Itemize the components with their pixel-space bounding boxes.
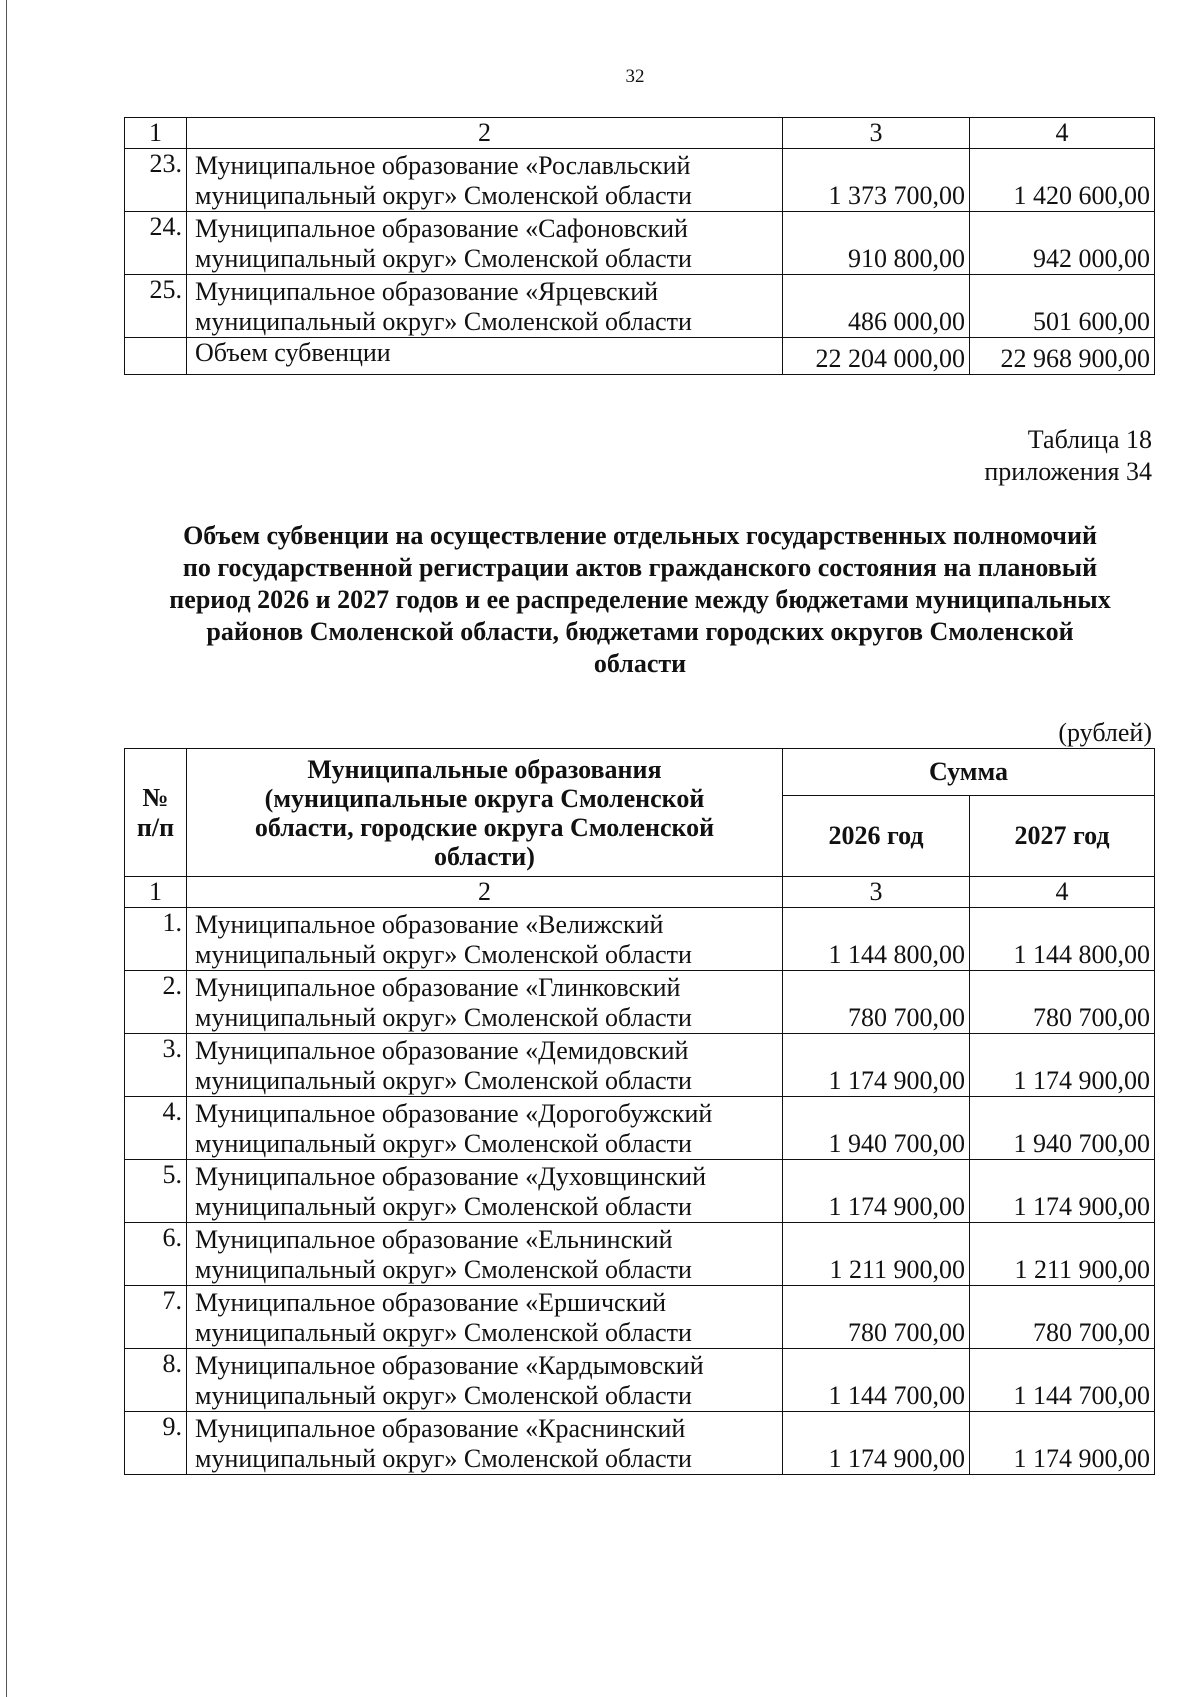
amount-2026: 1 373 700,00 <box>783 149 970 212</box>
table-row <box>125 1412 1155 1475</box>
header-year-2027: 2027 год <box>970 796 1155 877</box>
amount-2026: 910 800,00 <box>783 212 970 275</box>
col-number: 2 <box>187 877 783 908</box>
row-number: 25. <box>125 275 187 338</box>
header-year-2026: 2026 год <box>783 796 970 877</box>
table-row <box>125 1223 1155 1286</box>
amount-2027: 1 940 700,00 <box>970 1097 1155 1160</box>
total-row <box>125 338 1155 375</box>
row-number: 9. <box>125 1412 187 1475</box>
municipality-name: Муниципальное образование «Духовщинский муниципальный округ» Смоленской области <box>187 1160 783 1223</box>
col-number: 1 <box>125 877 187 908</box>
table-caption-number: Таблица 18 <box>1027 425 1152 454</box>
scan-edge-line <box>6 0 7 1697</box>
row-number: 23. <box>125 149 187 212</box>
distribution-table <box>124 748 1155 1475</box>
table-row <box>125 971 1155 1034</box>
total-label: Объем субвенции <box>187 338 783 375</box>
amount-2026: 1 174 900,00 <box>783 1034 970 1097</box>
amount-2026: 1 174 900,00 <box>783 1412 970 1475</box>
table-row <box>125 1097 1155 1160</box>
row-number: 7. <box>125 1286 187 1349</box>
amount-2027: 1 174 900,00 <box>970 1034 1155 1097</box>
amount-2027: 780 700,00 <box>970 971 1155 1034</box>
column-number-row <box>125 877 1155 908</box>
municipality-name: Муниципальное образование «Демидовский муниципальный округ» Смоленской области <box>187 1034 783 1097</box>
col-number: 2 <box>187 118 783 149</box>
municipality-name: Муниципальное образование «Глинковский муниципальный округ» Смоленской области <box>187 971 783 1034</box>
municipality-name: Муниципальное образование «Ершичский муниципальный округ» Смоленской области <box>187 1286 783 1349</box>
empty-cell <box>125 338 187 375</box>
amount-2027: 1 144 700,00 <box>970 1349 1155 1412</box>
table-row <box>125 275 1155 338</box>
table-caption-appendix: приложения 34 <box>984 457 1152 486</box>
municipality-name: Муниципальное образование «Ельнинский муниципальный округ» Смоленской области <box>187 1223 783 1286</box>
table-row <box>125 1034 1155 1097</box>
amount-2027: 1 211 900,00 <box>970 1223 1155 1286</box>
page-number: 32 <box>625 66 645 87</box>
table-row <box>125 1286 1155 1349</box>
table-row <box>125 212 1155 275</box>
header-row <box>125 749 1155 796</box>
municipality-name: Муниципальное образование «Ярцевский муниципальный округ» Смоленской области <box>187 275 783 338</box>
table-row <box>125 149 1155 212</box>
municipality-name: Муниципальное образование «Рославльский муниципальный округ» Смоленской области <box>187 149 783 212</box>
row-number: 4. <box>125 1097 187 1160</box>
total-2027: 22 968 900,00 <box>970 338 1155 375</box>
header-municipality: Муниципальные образования (муниципальные округа Смоленской области, городские округа Смоленской области) <box>187 749 783 877</box>
municipality-name: Муниципальное образование «Краснинский муниципальный округ» Смоленской области <box>187 1412 783 1475</box>
amount-2026: 1 144 700,00 <box>783 1349 970 1412</box>
header-sum: Сумма <box>783 749 1155 796</box>
amount-2026: 1 940 700,00 <box>783 1097 970 1160</box>
amount-2027: 501 600,00 <box>970 275 1155 338</box>
continued-table <box>124 117 1155 375</box>
amount-2027: 1 420 600,00 <box>970 149 1155 212</box>
amount-2027: 780 700,00 <box>970 1286 1155 1349</box>
col-number: 1 <box>125 118 187 149</box>
amount-2026: 1 144 800,00 <box>783 908 970 971</box>
municipality-name: Муниципальное образование «Дорогобужский муниципальный округ» Смоленской области <box>187 1097 783 1160</box>
column-number-row <box>125 118 1155 149</box>
amount-2027: 1 174 900,00 <box>970 1412 1155 1475</box>
units-label: (рублей) <box>1058 718 1152 747</box>
row-number: 2. <box>125 971 187 1034</box>
amount-2026: 780 700,00 <box>783 971 970 1034</box>
amount-2026: 1 211 900,00 <box>783 1223 970 1286</box>
header-number: № п/п <box>125 749 187 877</box>
municipality-name: Муниципальное образование «Сафоновский муниципальный округ» Смоленской области <box>187 212 783 275</box>
row-number: 8. <box>125 1349 187 1412</box>
col-number: 4 <box>970 118 1155 149</box>
municipality-name: Муниципальное образование «Велижский муниципальный округ» Смоленской области <box>187 908 783 971</box>
amount-2026: 486 000,00 <box>783 275 970 338</box>
amount-2027: 942 000,00 <box>970 212 1155 275</box>
amount-2026: 1 174 900,00 <box>783 1160 970 1223</box>
col-number: 4 <box>970 877 1155 908</box>
amount-2027: 1 174 900,00 <box>970 1160 1155 1223</box>
row-number: 24. <box>125 212 187 275</box>
table-row <box>125 1349 1155 1412</box>
row-number: 6. <box>125 1223 187 1286</box>
table-row <box>125 908 1155 971</box>
amount-2026: 780 700,00 <box>783 1286 970 1349</box>
row-number: 3. <box>125 1034 187 1097</box>
col-number: 3 <box>783 118 970 149</box>
section-title: Объем субвенции на осуществление отдельных государственных полномочий по государственной регистрации актов гражданского состояния на плановый период 2026 и 2027 годов и ее распределение между бюджетами муниципальных районов Смоленской области, бюджетами городских округов Смоленской области <box>169 521 1111 678</box>
row-number: 1. <box>125 908 187 971</box>
table-row <box>125 1160 1155 1223</box>
col-number: 3 <box>783 877 970 908</box>
total-2026: 22 204 000,00 <box>783 338 970 375</box>
municipality-name: Муниципальное образование «Кардымовский муниципальный округ» Смоленской области <box>187 1349 783 1412</box>
amount-2027: 1 144 800,00 <box>970 908 1155 971</box>
row-number: 5. <box>125 1160 187 1223</box>
